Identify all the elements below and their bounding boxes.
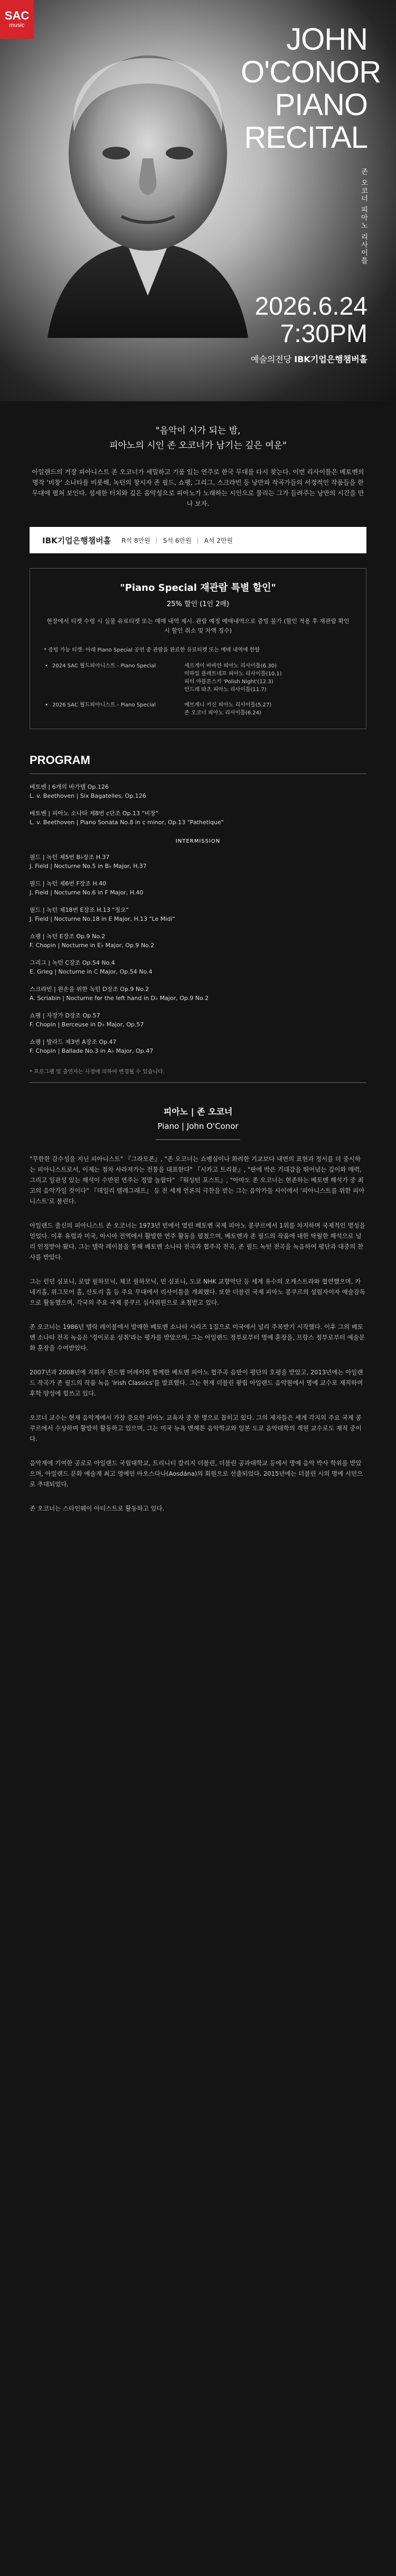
venue-name: IBK기업은행챔버홀: [294, 354, 367, 364]
program-note: * 프로그램 및 출연자는 사정에 의하여 변경될 수 있습니다.: [30, 1067, 366, 1083]
price-a: A석 2만원: [204, 536, 233, 544]
program-piece: [30, 879, 366, 897]
program-piece: [30, 1037, 366, 1055]
piece-korean: 쇼팽 | 녹턴 E장조 Op.9 No.2: [30, 933, 106, 940]
program-piece: [30, 932, 366, 950]
piece-korean: 필드 | 녹턴 제5번 B♭장조 H.37: [30, 854, 110, 861]
piece-korean: 베토벤 | 피아노 소나타 제8번 c단조 Op.13 "비창": [30, 810, 158, 817]
bio-paragraph: 존 오코너는 1986년 텔락 레이블에서 발매한 베토벤 소나타 시리즈 1집으로 미국에서 널리 주목받기 시작했다. 이후 그의 베토벤 소나타 전곡 녹음은 '경이로운 성취'라는 평가를 받았으며, 그는 아일랜드 정부로부터 명예 훈장을, 프랑스 정부로부터 예술문화 훈장을 수여받았다.: [30, 1323, 365, 1352]
program-piece: [30, 985, 366, 1003]
badge-sac: SAC: [4, 9, 30, 22]
concert-time: 7:30PM: [280, 320, 367, 348]
piece-korean: 쇼팽 | 발라드 제3번 A장조 Op.47: [30, 1039, 117, 1045]
bio-paragraph: "무한한 감수성을 지닌 피아니스트" 『그라모폰』, "존 오코너는 쇼팽심이나 화려한 기교보다 내면의 표현과 정서를 더 중시하는 피아니스트로서, 이제는 점차 사라져가는 전통을 대표한다" 『시카고 트리뷴』, "판에 박은 기대감을 뛰어넘는 깊이와 매력, 그리고 일관성 있는 해석이 수반된 연주는 정말 놀랍다" 『워싱턴 포스트』, "아마도 존 오코너는 현존하는 베토벤 해석가 중 최고의 음악가일 것이다" 『데일리 텔레그래프』 등 전 세계 언론의 극찬을 받는 그는 음악가들 사이에서 '피아니스트를 위한 피아니스트'로 불린다.: [30, 1155, 365, 1205]
program-piece: [30, 853, 366, 871]
bio-divider: [156, 1139, 240, 1140]
piece-english: F. Chopin | Berceuse in D♭ Major, Op.57: [30, 1021, 144, 1028]
divider: |: [155, 536, 158, 544]
piece-korean: 필드 | 녹턴 제6번 F장조 H.40: [30, 880, 107, 887]
special-row: [44, 662, 352, 694]
concert-date: 2026.6.24: [254, 292, 367, 320]
bio-header: [30, 1105, 366, 1131]
special-row: [44, 701, 352, 717]
piece-english: J. Field | Nocturne No.18 in E Major, H.13 "Le Midi": [30, 916, 175, 922]
title-line: JOHN: [286, 22, 367, 56]
piece-english: E. Grieg | Nocturne in C Major, Op.54 No.4: [30, 968, 153, 975]
program-heading: PROGRAM: [30, 753, 366, 774]
program-piece: [30, 905, 366, 923]
bio-title-english: Piano | John O'Conor: [157, 1121, 239, 1131]
price-r: R석 8만원: [121, 536, 150, 544]
korean-subtitle: 존 오코너 피아노 리사이틀: [360, 168, 367, 265]
title-line: O'CONOR: [241, 55, 381, 89]
special-series: • 2026 SAC 월드피아니스트 - Piano Special: [44, 701, 184, 717]
divider: |: [196, 536, 199, 544]
special-series: • 2024 SAC 월드피아니스트 - Piano Special: [44, 662, 184, 694]
title-line: RECITAL: [244, 120, 367, 155]
concert-title: [241, 22, 381, 155]
bio-paragraph: 아일랜드 출신의 피아니스트 존 오코너는 1973년 빈에서 열린 베토벤 국제 피아노 콩쿠르에서 1위를 차지하며 국제적인 명성을 얻었다. 이후 유럽과 미국, 아시아 전역에서 활발한 연주 활동을 펼쳤으며, 베토벤과 존 필드의 작품에 대한 탁월한 해석으로 널리 인정받아 왔다. 그는 텔락 레이블을 통해 베토벤 소나타 전곡과 협주곡 전곡, 존 필드 녹턴 전곡을 녹음하여 평단과 대중의 찬사를 받았다.: [30, 1222, 365, 1261]
special-description: 현장에서 티켓 수령 시 실물 유료티켓 또는 예매 내역 제시. 관람 예정 예매내역으로 증빙 불가 (할인 적용 후 재관람 확인 시 할인 취소 및 차액 징수): [46, 618, 350, 634]
piece-english: A. Scriabin | Nocturne for the left hand in D♭ Major, Op.9 No.2: [30, 995, 209, 1002]
special-concerts: 세르게이 바바얀 피아노 리사이틀(6.30) 미하일 플레트네프 피아노 리사이틀(10.1) 피터 야블론스키 'Polish Night'(12.3) 안드레 와츠 피아노 리사이틀(11.7): [184, 663, 282, 693]
bio-paragraph: 오코너 교수는 현재 음악계에서 가장 중요한 피아노 교육자 중 한 명으로 꼽히고 있다. 그의 제자들은 세계 각지의 주요 국제 콩쿠르에서 수상하며 활발히 활동하고 있으며, 그는 미국 뉴욕 맨해튼 음악학교와 일본 도쿄 음악대학의 객원 교수로도 재직 중이다.: [30, 1414, 362, 1442]
intro-quote: [30, 423, 366, 453]
piece-korean: 베토벤 | 6개의 바가텔 Op.126: [30, 784, 109, 790]
piece-english: F. Chopin | Nocturne in E♭ Major, Op.9 No.2: [30, 942, 155, 949]
program-piece: [30, 809, 366, 827]
intro-section: [0, 401, 396, 509]
bio-section: [30, 1105, 366, 1514]
program-piece: [30, 1011, 366, 1029]
concert-datetime: [254, 293, 367, 348]
quote-line: "음악이 시가 되는 밤,: [155, 426, 241, 436]
piece-english: F. Chopin | Ballade No.3 in A♭ Major, Op.47: [30, 1048, 154, 1054]
piece-english: J. Field | Nocturne No.5 in B♭ Major, H.37: [30, 863, 147, 870]
program-piece: [30, 782, 366, 800]
intermission-label: INTERMISSION: [175, 838, 221, 844]
piece-english: J. Field | Nocturne No.6 in F Major, H.40: [30, 889, 144, 896]
special-title: "Piano Special 재관람 특별 할인": [120, 582, 276, 593]
price-s: S석 6만원: [163, 536, 192, 544]
piece-english: L. v. Beethoven | Piano Sonata No.8 in c minor, Op.13 "Pathetique": [30, 819, 224, 826]
quote-line: 피아노의 시인 존 오코너가 남기는 깊은 여운": [109, 440, 287, 451]
venue-prefix: 예술의전당: [250, 354, 295, 364]
intro-text: 아일랜드의 거장 피아니스트 존 오코너가 세밀하고 기품 있는 연주로 한국 무대를 다시 찾는다. 이번 리사이틀은 베토벤의 명작 '비창' 소나타를 비롯해, 녹턴의 창시자 존 필드, 쇼팽, 그리그, 스크랴빈 등 낭만파 작곡가들의 서정적인 작품들을 한 무대에 펼쳐 보인다. 섬세한 터치와 깊은 음악성으로 피아노가 노래하는 시인으로 불리는 그가 들려주는 낭만의 시간을 만나 보자.: [32, 468, 364, 507]
bio-paragraph: 2007년과 2008년에 지휘자 윈드햄 머레이와 함께한 베토벤 피아노 협주곡 음반이 평단의 호평을 받았고, 2013년에는 아일랜드 작곡가 존 필드의 작품 녹음 'Irish Classics'를 발표했다. 그는 현재 더블린 왕립 아일랜드 음악원에서 명예 교수로 재직하며 후학 양성에 힘쓰고 있다.: [30, 1369, 363, 1397]
piece-english: L. v. Beethoven | Six Bagatelles, Op.126: [30, 792, 146, 799]
piece-korean: 필드 | 녹턴 제18번 E장조 H.13 "정오": [30, 907, 129, 913]
hall-logo: IBK기업은행챔버홀: [42, 535, 111, 545]
bio-paragraph: 그는 런던 심포니, 로얄 필하모닉, 체코 필하모닉, 빈 심포니, 도쿄 NHK 교향악단 등 세계 유수의 오케스트라와 협연했으며, 카네기홀, 위그모어 홀, 산토리 홀 등 주요 무대에서 리사이틀을 개최했다. 또한 더블린 국제 피아노 콩쿠르의 설립자이자 예술감독으로 활동했으며, 각국의 주요 국제 콩쿠르 심사위원으로 초청받고 있다.: [30, 1278, 366, 1306]
piece-korean: 쇼팽 | 자장가 D장조 Op.57: [30, 1012, 100, 1019]
special-discount-box: [30, 568, 366, 729]
special-concerts: 예브게니 키신 피아노 리사이틀(5.27) 존 오코너 피아노 리사이틀(6.24): [184, 702, 272, 716]
special-note: * 증빙 가능 티켓: 아래 Piano Special 공연 중 관람을 완료한 유료티켓 또는 예매 내역에 한함: [44, 647, 260, 653]
ticket-price-bar: [30, 527, 366, 553]
bio-paragraph: 존 오코너는 스타인웨이 아티스트로 활동하고 있다.: [30, 1505, 165, 1512]
bio-paragraph: 음악계에 기여한 공로로 아일랜드 국립대학교, 트리니티 칼리지 더블린, 더블린 공과대학교 등에서 명예 음악 박사 학위를 받았으며, 아일랜드 문화 예술계 최고 영예인 아오스다나(Aosdána)의 회원으로 선출되었다. 2015년에는 더블린 시의 명예 시민으로 추대되었다.: [30, 1459, 363, 1488]
piece-korean: 그리그 | 녹턴 C장조 Op.54 No.4: [30, 959, 115, 966]
bio-title-korean: 피아노 | 존 오코너: [163, 1107, 233, 1117]
title-line: PIANO: [275, 88, 367, 122]
pianist-portrait: [37, 21, 259, 338]
piece-korean: 스크랴빈 | 왼손을 위한 녹턴 D장조 Op.9 No.2: [30, 986, 149, 993]
special-subtitle: 25% 할인 (1인 2매): [166, 600, 230, 608]
program-section: [30, 753, 366, 1083]
sac-music-badge: [0, 0, 34, 39]
concert-venue: [251, 353, 367, 365]
program-piece: [30, 958, 366, 976]
badge-music: music: [9, 22, 25, 29]
hero-poster: [0, 0, 396, 401]
bottom-spacer: [0, 1514, 396, 1551]
